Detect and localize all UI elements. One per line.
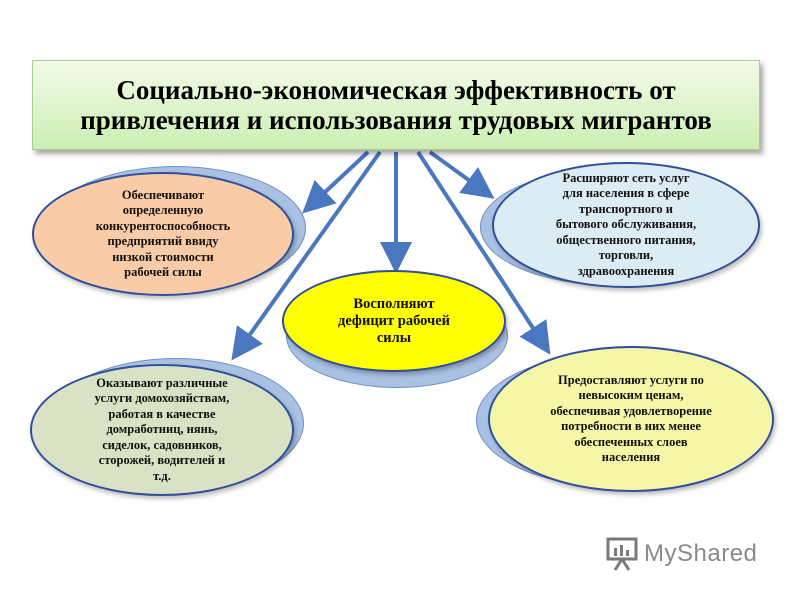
top-left-oval-text: Обеспечивают определенную конкурентоспособность предприятий ввиду низкой стоимости рабочей силы: [95, 187, 231, 279]
title-line-1: Социально-экономическая эффективность от: [116, 75, 676, 105]
presentation-board-icon: [606, 536, 640, 572]
top-right-oval-text: Расширяют сеть услуг для населения в сфере транспортного и бытового обслуживания, общественного питания, торговли, здравоохранения: [555, 170, 697, 278]
center-oval-text: Восполняют дефицит рабочей силы: [337, 295, 450, 346]
top-right-oval: [492, 162, 760, 288]
logo-text: MyShared: [644, 540, 758, 567]
arrow-to-top-right: [430, 152, 488, 194]
title-line-2: привлечения и использования трудовых мигрантов: [80, 105, 712, 135]
myshared-logo: [606, 534, 757, 574]
title-box: [32, 60, 760, 150]
bottom-left-oval: [30, 364, 294, 496]
bottom-left-oval-text: Оказывают различные услуги домохозяйствам, работая в качестве домработниц, нянь, сиделок, садовников, сторожей, водителей и т.д.: [94, 375, 230, 483]
center-oval: [282, 270, 506, 372]
bottom-right-oval-text: Предоставляют услуги по невысоким ценам, обеспечивая удовлетворение потребности в них менее обеспеченных слоев населения: [550, 372, 712, 464]
top-left-oval: [32, 172, 294, 296]
bottom-right-oval: [488, 346, 774, 492]
